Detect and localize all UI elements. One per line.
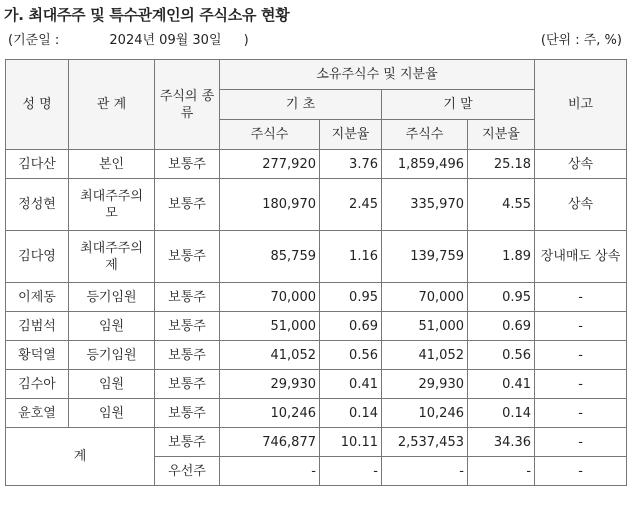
cell-name: 김다산: [6, 150, 69, 179]
header-end-ratio: 지분율: [468, 120, 535, 150]
cell-begin-shares: 41,052: [220, 341, 320, 370]
cell-begin-shares: 277,920: [220, 150, 320, 179]
header-name: 성 명: [6, 60, 69, 150]
cell-type: 보통주: [155, 179, 220, 231]
cell-begin-shares: 70,000: [220, 283, 320, 312]
cell-relation: 등기임원: [69, 341, 155, 370]
header-begin-shares: 주식수: [220, 120, 320, 150]
cell-note: -: [535, 283, 627, 312]
cell-name: 김범석: [6, 312, 69, 341]
cell-end-shares: 29,930: [382, 370, 468, 399]
cell-begin-ratio: -: [320, 457, 382, 486]
cell-end-shares: 1,859,496: [382, 150, 468, 179]
header-stock-type: 주식의 종류: [155, 60, 220, 150]
section-title: 가. 최대주주 및 특수관계인의 주식소유 현황: [4, 6, 290, 24]
cell-begin-ratio: 3.76: [320, 150, 382, 179]
cell-begin-shares: 10,246: [220, 399, 320, 428]
cell-end-shares: 10,246: [382, 399, 468, 428]
table-row: [6, 370, 627, 399]
cell-type: 우선주: [155, 457, 220, 486]
cell-name: 김다영: [6, 231, 69, 283]
cell-name: 정성현: [6, 179, 69, 231]
header-begin: 기 초: [220, 90, 382, 120]
cell-relation: 최대주주의 제: [69, 231, 155, 283]
cell-type: 보통주: [155, 283, 220, 312]
cell-note: 상속: [535, 150, 627, 179]
table-row: [6, 399, 627, 428]
cell-end-shares: 51,000: [382, 312, 468, 341]
cell-note: -: [535, 457, 627, 486]
cell-begin-shares: 29,930: [220, 370, 320, 399]
total-label: 계: [6, 428, 155, 486]
table-row: [6, 312, 627, 341]
cell-end-shares: -: [382, 457, 468, 486]
cell-name: 윤호열: [6, 399, 69, 428]
cell-relation: 본인: [69, 150, 155, 179]
header-ownership: 소유주식수 및 지분율: [220, 60, 535, 90]
cell-begin-shares: 51,000: [220, 312, 320, 341]
cell-end-ratio: 0.41: [468, 370, 535, 399]
cell-end-ratio: 0.56: [468, 341, 535, 370]
cell-type: 보통주: [155, 231, 220, 283]
base-date-value: 2024년 09월 30일: [109, 33, 222, 48]
cell-type: 보통주: [155, 428, 220, 457]
cell-end-ratio: 1.89: [468, 231, 535, 283]
table-row: [6, 341, 627, 370]
cell-name: 황덕열: [6, 341, 69, 370]
cell-end-shares: 70,000: [382, 283, 468, 312]
cell-begin-shares: -: [220, 457, 320, 486]
cell-end-ratio: 34.36: [468, 428, 535, 457]
cell-relation: 임원: [69, 370, 155, 399]
cell-begin-shares: 180,970: [220, 179, 320, 231]
cell-type: 보통주: [155, 150, 220, 179]
cell-type: 보통주: [155, 312, 220, 341]
cell-end-shares: 41,052: [382, 341, 468, 370]
cell-type: 보통주: [155, 370, 220, 399]
cell-name: 김수아: [6, 370, 69, 399]
cell-begin-ratio: 10.11: [320, 428, 382, 457]
header-note: 비고: [535, 60, 627, 150]
header-begin-ratio: 지분율: [320, 120, 382, 150]
cell-end-ratio: 4.55: [468, 179, 535, 231]
cell-relation: 임원: [69, 399, 155, 428]
table-row: [6, 231, 627, 283]
cell-note: -: [535, 312, 627, 341]
cell-note: -: [535, 399, 627, 428]
cell-note: 장내매도 상속: [535, 231, 627, 283]
cell-type: 보통주: [155, 341, 220, 370]
cell-end-ratio: 0.14: [468, 399, 535, 428]
total-row-common: [6, 428, 627, 457]
cell-begin-ratio: 0.56: [320, 341, 382, 370]
base-date: [8, 29, 249, 48]
cell-relation: 등기임원: [69, 283, 155, 312]
base-date-open: (기준일 :: [8, 33, 60, 48]
cell-relation: 임원: [69, 312, 155, 341]
header-end: 기 말: [382, 90, 535, 120]
cell-begin-ratio: 0.69: [320, 312, 382, 341]
cell-end-shares: 139,759: [382, 231, 468, 283]
header-relation: 관 계: [69, 60, 155, 150]
cell-begin-ratio: 0.41: [320, 370, 382, 399]
cell-end-ratio: 25.18: [468, 150, 535, 179]
cell-begin-ratio: 2.45: [320, 179, 382, 231]
cell-end-shares: 2,537,453: [382, 428, 468, 457]
cell-begin-shares: 85,759: [220, 231, 320, 283]
cell-note: -: [535, 341, 627, 370]
cell-end-shares: 335,970: [382, 179, 468, 231]
table-row: [6, 283, 627, 312]
header-end-shares: 주식수: [382, 120, 468, 150]
cell-note: -: [535, 428, 627, 457]
cell-begin-ratio: 0.95: [320, 283, 382, 312]
cell-begin-ratio: 1.16: [320, 231, 382, 283]
cell-name: 이제동: [6, 283, 69, 312]
unit-label: (단위 : 주, %): [540, 33, 622, 48]
cell-note: 상속: [535, 179, 627, 231]
table-row: [6, 179, 627, 231]
cell-begin-ratio: 0.14: [320, 399, 382, 428]
cell-end-ratio: -: [468, 457, 535, 486]
table-row: [6, 150, 627, 179]
cell-begin-shares: 746,877: [220, 428, 320, 457]
shareholding-table: [5, 59, 627, 486]
cell-end-ratio: 0.95: [468, 283, 535, 312]
base-date-close: ): [243, 33, 249, 48]
cell-note: -: [535, 370, 627, 399]
cell-type: 보통주: [155, 399, 220, 428]
cell-relation: 최대주주의 모: [69, 179, 155, 231]
cell-end-ratio: 0.69: [468, 312, 535, 341]
